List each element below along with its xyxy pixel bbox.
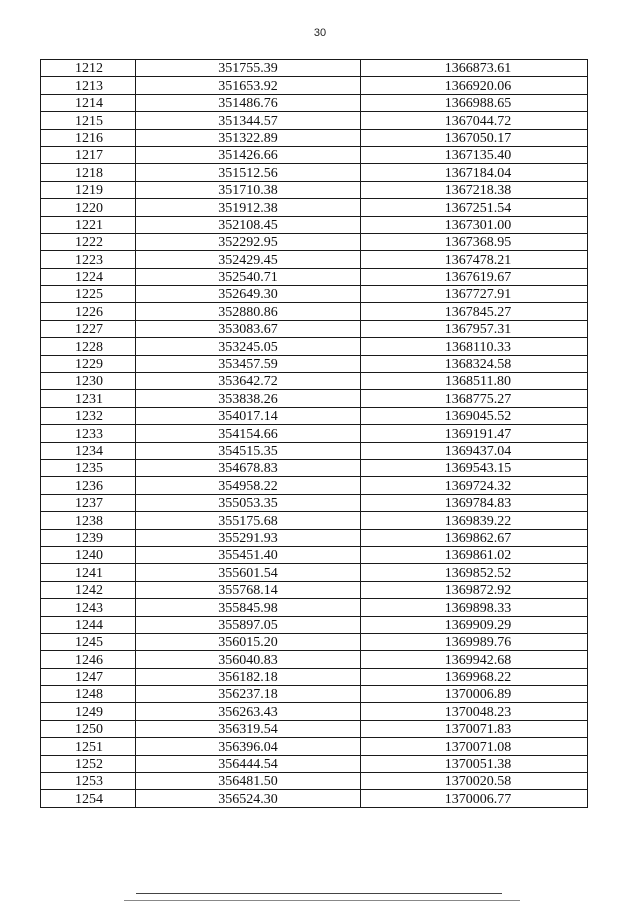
table-row bbox=[41, 233, 588, 250]
y-coordinate-cell: 1367727.91 bbox=[361, 286, 588, 303]
y-coordinate-cell: 1367251.54 bbox=[361, 199, 588, 216]
y-coordinate-cell: 1367368.95 bbox=[361, 233, 588, 250]
x-coordinate-cell: 351322.89 bbox=[136, 129, 361, 146]
coordinates-table-body bbox=[41, 60, 588, 808]
point-number-cell: 1233 bbox=[41, 425, 136, 442]
table-row bbox=[41, 459, 588, 476]
y-coordinate-cell: 1369861.02 bbox=[361, 546, 588, 563]
x-coordinate-cell: 356040.83 bbox=[136, 651, 361, 668]
point-number-cell: 1217 bbox=[41, 146, 136, 163]
x-coordinate-cell: 356237.18 bbox=[136, 686, 361, 703]
point-number-cell: 1241 bbox=[41, 564, 136, 581]
point-number-cell: 1253 bbox=[41, 773, 136, 790]
y-coordinate-cell: 1370051.38 bbox=[361, 755, 588, 772]
table-row bbox=[41, 616, 588, 633]
table-row bbox=[41, 199, 588, 216]
y-coordinate-cell: 1369852.52 bbox=[361, 564, 588, 581]
point-number-cell: 1252 bbox=[41, 755, 136, 772]
point-number-cell: 1248 bbox=[41, 686, 136, 703]
table-row bbox=[41, 599, 588, 616]
y-coordinate-cell: 1369942.68 bbox=[361, 651, 588, 668]
y-coordinate-cell: 1370006.89 bbox=[361, 686, 588, 703]
table-row bbox=[41, 94, 588, 111]
x-coordinate-cell: 351344.57 bbox=[136, 112, 361, 129]
table-row bbox=[41, 686, 588, 703]
table-row bbox=[41, 251, 588, 268]
y-coordinate-cell: 1370006.77 bbox=[361, 790, 588, 807]
y-coordinate-cell: 1368110.33 bbox=[361, 338, 588, 355]
x-coordinate-cell: 355175.68 bbox=[136, 512, 361, 529]
table-row bbox=[41, 720, 588, 737]
x-coordinate-cell: 353838.26 bbox=[136, 390, 361, 407]
point-number-cell: 1234 bbox=[41, 442, 136, 459]
x-coordinate-cell: 355291.93 bbox=[136, 529, 361, 546]
y-coordinate-cell: 1368511.80 bbox=[361, 373, 588, 390]
y-coordinate-cell: 1369437.04 bbox=[361, 442, 588, 459]
table-row bbox=[41, 60, 588, 77]
y-coordinate-cell: 1367135.40 bbox=[361, 146, 588, 163]
table-row bbox=[41, 181, 588, 198]
table-row bbox=[41, 633, 588, 650]
y-coordinate-cell: 1366873.61 bbox=[361, 60, 588, 77]
x-coordinate-cell: 354958.22 bbox=[136, 477, 361, 494]
point-number-cell: 1230 bbox=[41, 373, 136, 390]
y-coordinate-cell: 1369839.22 bbox=[361, 512, 588, 529]
y-coordinate-cell: 1370071.83 bbox=[361, 720, 588, 737]
y-coordinate-cell: 1369724.32 bbox=[361, 477, 588, 494]
point-number-cell: 1251 bbox=[41, 738, 136, 755]
y-coordinate-cell: 1366988.65 bbox=[361, 94, 588, 111]
y-coordinate-cell: 1368775.27 bbox=[361, 390, 588, 407]
table-row bbox=[41, 338, 588, 355]
y-coordinate-cell: 1367044.72 bbox=[361, 112, 588, 129]
point-number-cell: 1222 bbox=[41, 233, 136, 250]
x-coordinate-cell: 353245.05 bbox=[136, 338, 361, 355]
point-number-cell: 1239 bbox=[41, 529, 136, 546]
y-coordinate-cell: 1369909.29 bbox=[361, 616, 588, 633]
point-number-cell: 1220 bbox=[41, 199, 136, 216]
y-coordinate-cell: 1369872.92 bbox=[361, 581, 588, 598]
table-row bbox=[41, 773, 588, 790]
y-coordinate-cell: 1370020.58 bbox=[361, 773, 588, 790]
point-number-cell: 1215 bbox=[41, 112, 136, 129]
point-number-cell: 1244 bbox=[41, 616, 136, 633]
point-number-cell: 1242 bbox=[41, 581, 136, 598]
point-number-cell: 1221 bbox=[41, 216, 136, 233]
table-row bbox=[41, 738, 588, 755]
table-row bbox=[41, 164, 588, 181]
table-row bbox=[41, 477, 588, 494]
y-coordinate-cell: 1369191.47 bbox=[361, 425, 588, 442]
y-coordinate-cell: 1369784.83 bbox=[361, 494, 588, 511]
x-coordinate-cell: 351912.38 bbox=[136, 199, 361, 216]
table-row bbox=[41, 651, 588, 668]
y-coordinate-cell: 1369862.67 bbox=[361, 529, 588, 546]
point-number-cell: 1225 bbox=[41, 286, 136, 303]
table-row bbox=[41, 494, 588, 511]
x-coordinate-cell: 351710.38 bbox=[136, 181, 361, 198]
x-coordinate-cell: 355053.35 bbox=[136, 494, 361, 511]
table-row bbox=[41, 216, 588, 233]
point-number-cell: 1219 bbox=[41, 181, 136, 198]
y-coordinate-cell: 1367619.67 bbox=[361, 268, 588, 285]
x-coordinate-cell: 353457.59 bbox=[136, 355, 361, 372]
table-row bbox=[41, 268, 588, 285]
point-number-cell: 1236 bbox=[41, 477, 136, 494]
y-coordinate-cell: 1369045.52 bbox=[361, 407, 588, 424]
table-row bbox=[41, 790, 588, 807]
point-number-cell: 1250 bbox=[41, 720, 136, 737]
y-coordinate-cell: 1369543.15 bbox=[361, 459, 588, 476]
table-row bbox=[41, 355, 588, 372]
x-coordinate-cell: 354678.83 bbox=[136, 459, 361, 476]
x-coordinate-cell: 355601.54 bbox=[136, 564, 361, 581]
point-number-cell: 1224 bbox=[41, 268, 136, 285]
y-coordinate-cell: 1369989.76 bbox=[361, 633, 588, 650]
y-coordinate-cell: 1367478.21 bbox=[361, 251, 588, 268]
point-number-cell: 1213 bbox=[41, 77, 136, 94]
x-coordinate-cell: 352540.71 bbox=[136, 268, 361, 285]
x-coordinate-cell: 356319.54 bbox=[136, 720, 361, 737]
table-row bbox=[41, 755, 588, 772]
point-number-cell: 1238 bbox=[41, 512, 136, 529]
point-number-cell: 1229 bbox=[41, 355, 136, 372]
table-row bbox=[41, 129, 588, 146]
point-number-cell: 1227 bbox=[41, 320, 136, 337]
point-number-cell: 1254 bbox=[41, 790, 136, 807]
table-row bbox=[41, 286, 588, 303]
point-number-cell: 1228 bbox=[41, 338, 136, 355]
point-number-cell: 1245 bbox=[41, 633, 136, 650]
table-row bbox=[41, 425, 588, 442]
x-coordinate-cell: 355451.40 bbox=[136, 546, 361, 563]
x-coordinate-cell: 356524.30 bbox=[136, 790, 361, 807]
x-coordinate-cell: 356263.43 bbox=[136, 703, 361, 720]
point-number-cell: 1240 bbox=[41, 546, 136, 563]
y-coordinate-cell: 1368324.58 bbox=[361, 355, 588, 372]
table-row bbox=[41, 668, 588, 685]
x-coordinate-cell: 354017.14 bbox=[136, 407, 361, 424]
x-coordinate-cell: 353083.67 bbox=[136, 320, 361, 337]
table-row bbox=[41, 564, 588, 581]
point-number-cell: 1214 bbox=[41, 94, 136, 111]
point-number-cell: 1232 bbox=[41, 407, 136, 424]
table-row bbox=[41, 529, 588, 546]
x-coordinate-cell: 356396.04 bbox=[136, 738, 361, 755]
y-coordinate-cell: 1369968.22 bbox=[361, 668, 588, 685]
y-coordinate-cell: 1367184.04 bbox=[361, 164, 588, 181]
y-coordinate-cell: 1370048.23 bbox=[361, 703, 588, 720]
x-coordinate-cell: 352429.45 bbox=[136, 251, 361, 268]
coordinates-table bbox=[40, 59, 588, 808]
table-row bbox=[41, 373, 588, 390]
x-coordinate-cell: 354154.66 bbox=[136, 425, 361, 442]
x-coordinate-cell: 354515.35 bbox=[136, 442, 361, 459]
x-coordinate-cell: 352292.95 bbox=[136, 233, 361, 250]
x-coordinate-cell: 356182.18 bbox=[136, 668, 361, 685]
x-coordinate-cell: 355768.14 bbox=[136, 581, 361, 598]
point-number-cell: 1226 bbox=[41, 303, 136, 320]
x-coordinate-cell: 356444.54 bbox=[136, 755, 361, 772]
table-row bbox=[41, 407, 588, 424]
point-number-cell: 1235 bbox=[41, 459, 136, 476]
point-number-cell: 1216 bbox=[41, 129, 136, 146]
y-coordinate-cell: 1369898.33 bbox=[361, 599, 588, 616]
x-coordinate-cell: 356481.50 bbox=[136, 773, 361, 790]
point-number-cell: 1218 bbox=[41, 164, 136, 181]
point-number-cell: 1231 bbox=[41, 390, 136, 407]
table-row bbox=[41, 581, 588, 598]
table-row bbox=[41, 512, 588, 529]
point-number-cell: 1237 bbox=[41, 494, 136, 511]
table-row bbox=[41, 390, 588, 407]
page-number: 30 bbox=[313, 27, 327, 39]
x-coordinate-cell: 351512.56 bbox=[136, 164, 361, 181]
table-row bbox=[41, 546, 588, 563]
y-coordinate-cell: 1367218.38 bbox=[361, 181, 588, 198]
footer-rule bbox=[136, 893, 502, 894]
y-coordinate-cell: 1367845.27 bbox=[361, 303, 588, 320]
table-row bbox=[41, 320, 588, 337]
y-coordinate-cell: 1367050.17 bbox=[361, 129, 588, 146]
table-row bbox=[41, 146, 588, 163]
point-number-cell: 1243 bbox=[41, 599, 136, 616]
x-coordinate-cell: 355845.98 bbox=[136, 599, 361, 616]
x-coordinate-cell: 352880.86 bbox=[136, 303, 361, 320]
footer-rule-secondary bbox=[124, 900, 520, 901]
point-number-cell: 1223 bbox=[41, 251, 136, 268]
y-coordinate-cell: 1367301.00 bbox=[361, 216, 588, 233]
y-coordinate-cell: 1370071.08 bbox=[361, 738, 588, 755]
x-coordinate-cell: 356015.20 bbox=[136, 633, 361, 650]
x-coordinate-cell: 355897.05 bbox=[136, 616, 361, 633]
point-number-cell: 1212 bbox=[41, 60, 136, 77]
y-coordinate-cell: 1367957.31 bbox=[361, 320, 588, 337]
table-row bbox=[41, 703, 588, 720]
table-row bbox=[41, 77, 588, 94]
table-row bbox=[41, 303, 588, 320]
x-coordinate-cell: 351755.39 bbox=[136, 60, 361, 77]
point-number-cell: 1247 bbox=[41, 668, 136, 685]
table-row bbox=[41, 112, 588, 129]
x-coordinate-cell: 351653.92 bbox=[136, 77, 361, 94]
x-coordinate-cell: 351426.66 bbox=[136, 146, 361, 163]
x-coordinate-cell: 353642.72 bbox=[136, 373, 361, 390]
y-coordinate-cell: 1366920.06 bbox=[361, 77, 588, 94]
x-coordinate-cell: 351486.76 bbox=[136, 94, 361, 111]
x-coordinate-cell: 352108.45 bbox=[136, 216, 361, 233]
point-number-cell: 1249 bbox=[41, 703, 136, 720]
point-number-cell: 1246 bbox=[41, 651, 136, 668]
x-coordinate-cell: 352649.30 bbox=[136, 286, 361, 303]
table-row bbox=[41, 442, 588, 459]
